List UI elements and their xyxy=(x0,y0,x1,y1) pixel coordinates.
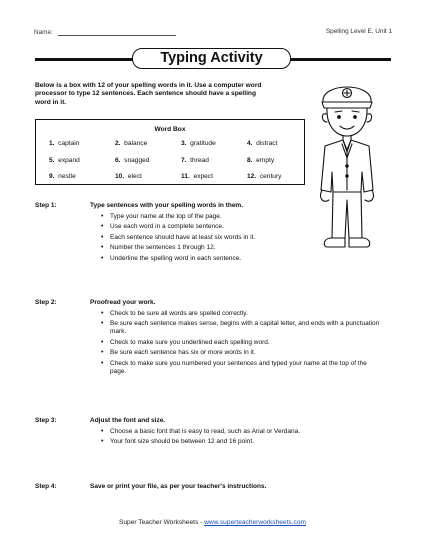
bullet-item: • Be sure each sentence has six or more words in it. xyxy=(101,349,383,357)
title-banner xyxy=(35,48,391,70)
step-bullets xyxy=(101,428,383,449)
step-label: Step 4: xyxy=(35,483,57,490)
word-item: 5. expand xyxy=(49,156,80,164)
word-box-title: Word Box xyxy=(154,126,186,133)
step-label: Step 2: xyxy=(35,299,57,306)
step-heading: Proofread your work. xyxy=(90,299,156,306)
word-item: 7. thread xyxy=(181,156,209,164)
bullet-item: • Check to make sure you numbered your sentences and typed your name at the top of the page. xyxy=(101,360,383,376)
step-label: Step 1: xyxy=(35,202,57,209)
word-item: 6. snagged xyxy=(115,156,150,164)
step-label: Step 3: xyxy=(35,417,57,424)
name-label: Name: xyxy=(34,29,53,36)
step-heading: Save or print your file, as per your teacher's instructions. xyxy=(90,483,267,490)
step-bullets xyxy=(101,310,383,378)
step-heading: Adjust the font and size. xyxy=(90,417,166,424)
bullet-item: • Each sentence should have at least six words in it. xyxy=(101,234,383,242)
word-grid xyxy=(49,140,299,180)
footer-link[interactable]: www.superteacherworksheets.com xyxy=(204,519,307,526)
word-item: 4. distract xyxy=(247,140,278,147)
page-title: Typing Activity xyxy=(132,48,291,69)
word-item: 10. elect xyxy=(115,173,142,180)
intro-text: Below is a box with 12 of your spelling words in it. Use a computer word processor to type 12 sentences. Each sentence should have a spelling word in it. xyxy=(35,82,262,106)
name-line xyxy=(58,28,176,36)
footer xyxy=(0,519,425,526)
step-heading: Type sentences with your spelling words in them. xyxy=(90,202,244,209)
word-item: 12. century xyxy=(247,173,282,180)
step-bullets xyxy=(101,213,383,265)
bullet-item: • Use each word in a complete sentence. xyxy=(101,223,383,231)
level-label: Spelling Level E, Unit 1 xyxy=(325,28,392,35)
word-item: 9. nestle xyxy=(49,173,76,180)
bullet-item: • Your font size should be between 12 and 16 point. xyxy=(101,438,383,446)
bullet-item: • Underline the spelling word in each sentence. xyxy=(101,255,383,263)
bullet-item: • Choose a basic font that is easy to read, such as Arial or Verdana. xyxy=(101,428,383,436)
bullet-item: • Check to make sure you underlined each spelling word. xyxy=(101,339,383,347)
bullet-item: • Number the sentences 1 through 12. xyxy=(101,244,383,252)
bullet-item: • Be sure each sentence makes sense, begins with a capital letter, and ends with a punctuation mark. xyxy=(101,320,383,336)
bullet-item: • Check to be sure all words are spelled correctly. xyxy=(101,310,383,318)
word-item: 1. captain xyxy=(49,140,80,147)
bullet-item: • Type your name at the top of the page. xyxy=(101,213,383,221)
word-item: 2. balance xyxy=(115,140,148,147)
word-item: 11. expect xyxy=(181,173,213,180)
name-field xyxy=(34,28,176,36)
word-box xyxy=(35,119,305,185)
word-item: 8. empty xyxy=(247,156,275,164)
footer-text: Super Teacher Worksheets - xyxy=(118,519,205,526)
word-item: 3. gratitude xyxy=(181,140,216,147)
